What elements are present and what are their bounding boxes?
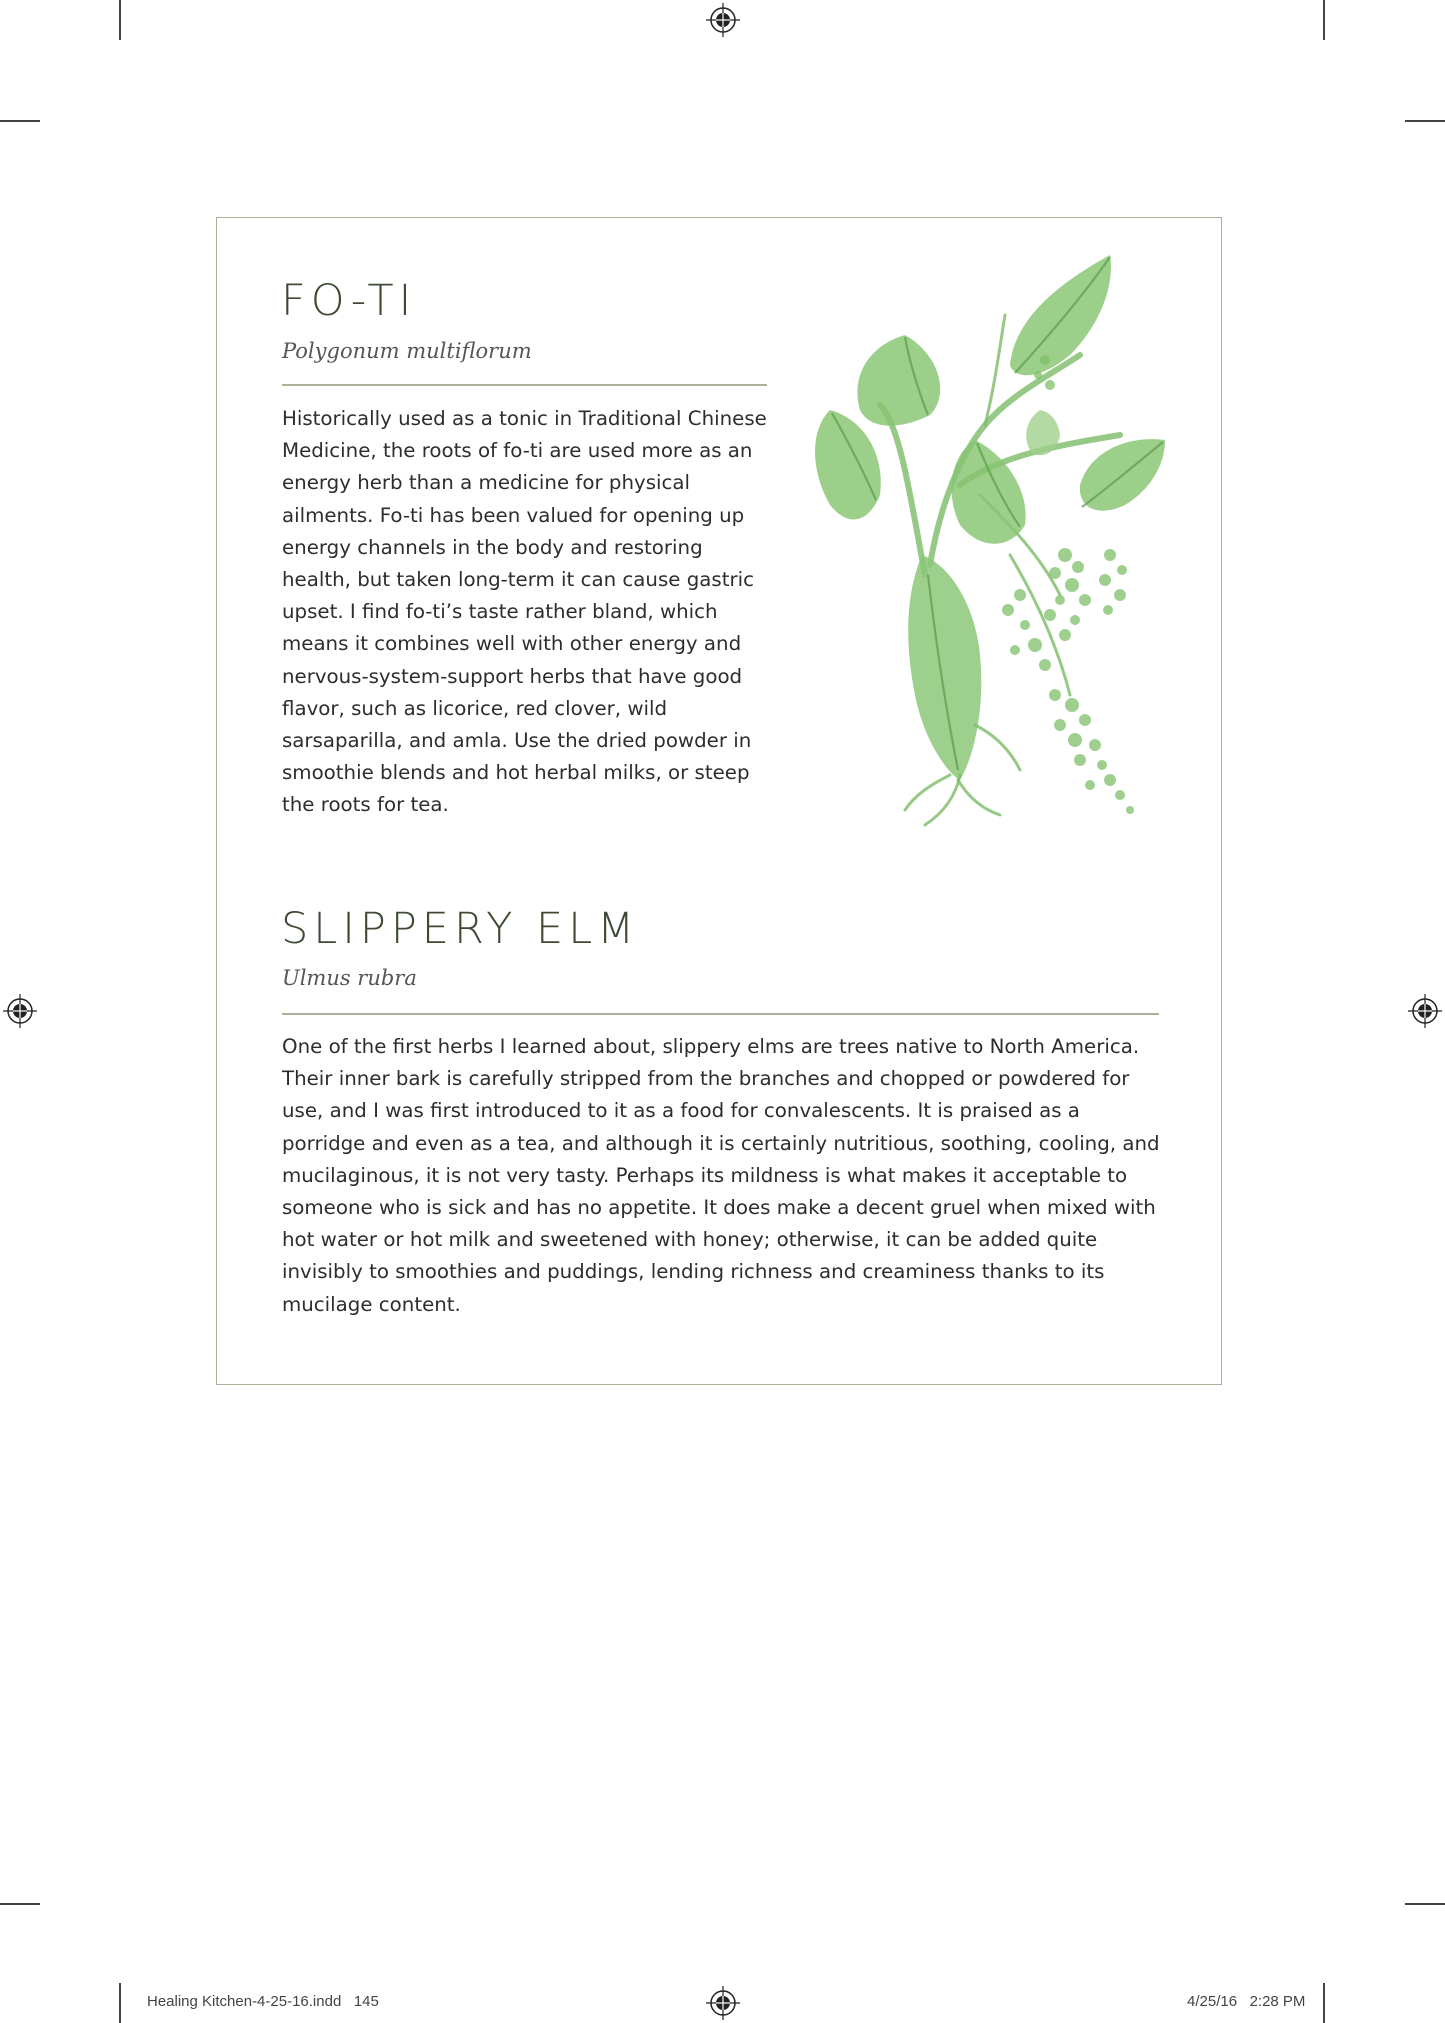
fo-ti-plant-illustration — [810, 255, 1180, 830]
crop-mark — [0, 1903, 40, 1905]
divider — [282, 384, 767, 386]
body-text-slippery-elm: One of the first herbs I learned about, slippery elms are trees native to North America. Their inner bark is carefully stripped from the branches and chopped or powdered for use, and I was first introduced to it as a food for convalescents. It is praised as a porridge and even as a tea, and although it is certainly nutritious, soothing, cooling, and mucilaginous, it is not very tasty. Perhaps its mildness is what makes it acceptable to someone who is sick and has no appetite. It does make a decent gruel when mixed with hot water or hot milk and sweetened with honey; otherwise, it can be added quite invisibly to smoothies and puddings, lending richness and creaminess thanks to its mucilage content. — [282, 1035, 1160, 1316]
latin-name-slippery-elm: Ulmus rubra — [282, 966, 417, 990]
crop-mark — [1405, 1903, 1445, 1905]
crop-mark — [119, 1983, 121, 2023]
divider — [282, 1013, 1159, 1015]
registration-mark-icon — [3, 994, 37, 1028]
section-title-slippery-elm: SLIPPERY ELM — [281, 904, 640, 954]
crop-mark — [0, 120, 40, 122]
crop-mark — [1323, 0, 1325, 40]
footer-date: 4/25/16 — [1187, 1993, 1238, 2010]
registration-mark-icon — [706, 1986, 740, 2020]
registration-mark-icon — [1408, 994, 1442, 1028]
footer-file — [147, 1993, 379, 2010]
footer-timestamp — [1187, 1993, 1305, 2010]
crop-mark — [119, 0, 121, 40]
crop-mark — [1405, 120, 1445, 122]
footer-page-number: 145 — [353, 1993, 379, 2010]
crop-mark — [1323, 1983, 1325, 2023]
body-text-fo-ti: Historically used as a tonic in Traditional Chinese Medicine, the roots of fo-ti are used more as an energy herb than a medicine for physical ailments. Fo-ti has been valued for opening up energy channels in the body and restoring health, but taken long-term it can cause gastric upset. I find fo-ti’s taste rather bland, which means it combines well with other energy and nervous-system-support herbs that have good flavor, such as licorice, red clover, wild sarsaparilla, and amla. Use the dried powder in smoothie blends and hot herbal milks, or steep the roots for tea. — [282, 407, 767, 817]
footer-time: 2:28 PM — [1249, 1993, 1306, 2010]
footer-filename: Healing Kitchen-4-25-16.indd — [147, 1993, 342, 2010]
latin-name-fo-ti: Polygonum multiflorum — [282, 339, 532, 363]
registration-mark-icon — [706, 3, 740, 37]
section-title-fo-ti: FO-TI — [281, 276, 417, 326]
